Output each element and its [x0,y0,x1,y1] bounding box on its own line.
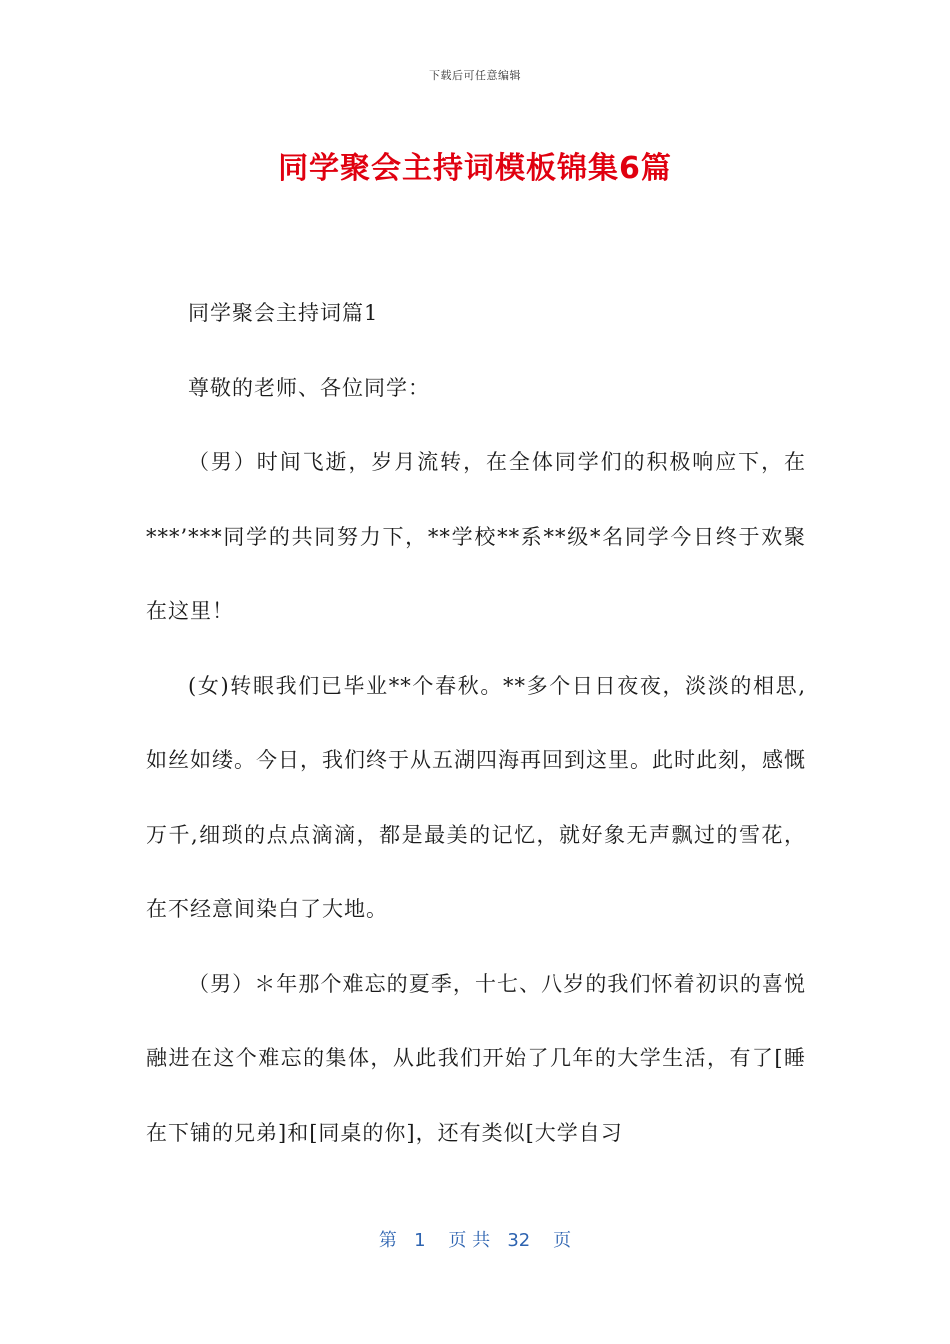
page-prefix: 第 [378,1230,397,1251]
salutation-paragraph: 尊敬的老师、各位同学： [188,375,430,400]
body-paragraph: (女)转眼我们已毕业**个春秋。**多个日日夜夜，淡淡的相思,如丝如缕。今日，我们终于从五湖四海再回到这里。此时此刻，感慨万千,细琐的点点滴滴，都是最美的记忆，就好象无声飘过的雪花，在不经意间染白了大地。 [146,673,806,921]
body-paragraph: （男）时间飞逝，岁月流转，在全体同学们的积极响应下，在***’***同学的共同努力下，**学校**系**级*名同学今日终于欢聚在这里！ [146,450,806,623]
page-suffix: 页 [553,1230,572,1251]
page-mid: 页 共 [448,1230,491,1251]
document-body [146,276,806,1170]
header-note: 下载后可任意编辑 [429,69,521,82]
document-title: 同学聚会主持词模板锦集6篇 [278,151,672,186]
body-paragraph: （男）＊年那个难忘的夏季，十七、八岁的我们怀着初识的喜悦融进在这个难忘的集体，从此我们开始了几年的大学生活，有了[睡在下铺的兄弟]和[同桌的你]，还有类似[大学自习 [146,971,806,1145]
page-number-footer [0,1226,950,1252]
current-page: 1 [414,1230,426,1251]
section-heading: 同学聚会主持词篇1 [188,301,379,325]
total-pages: 32 [507,1230,531,1251]
